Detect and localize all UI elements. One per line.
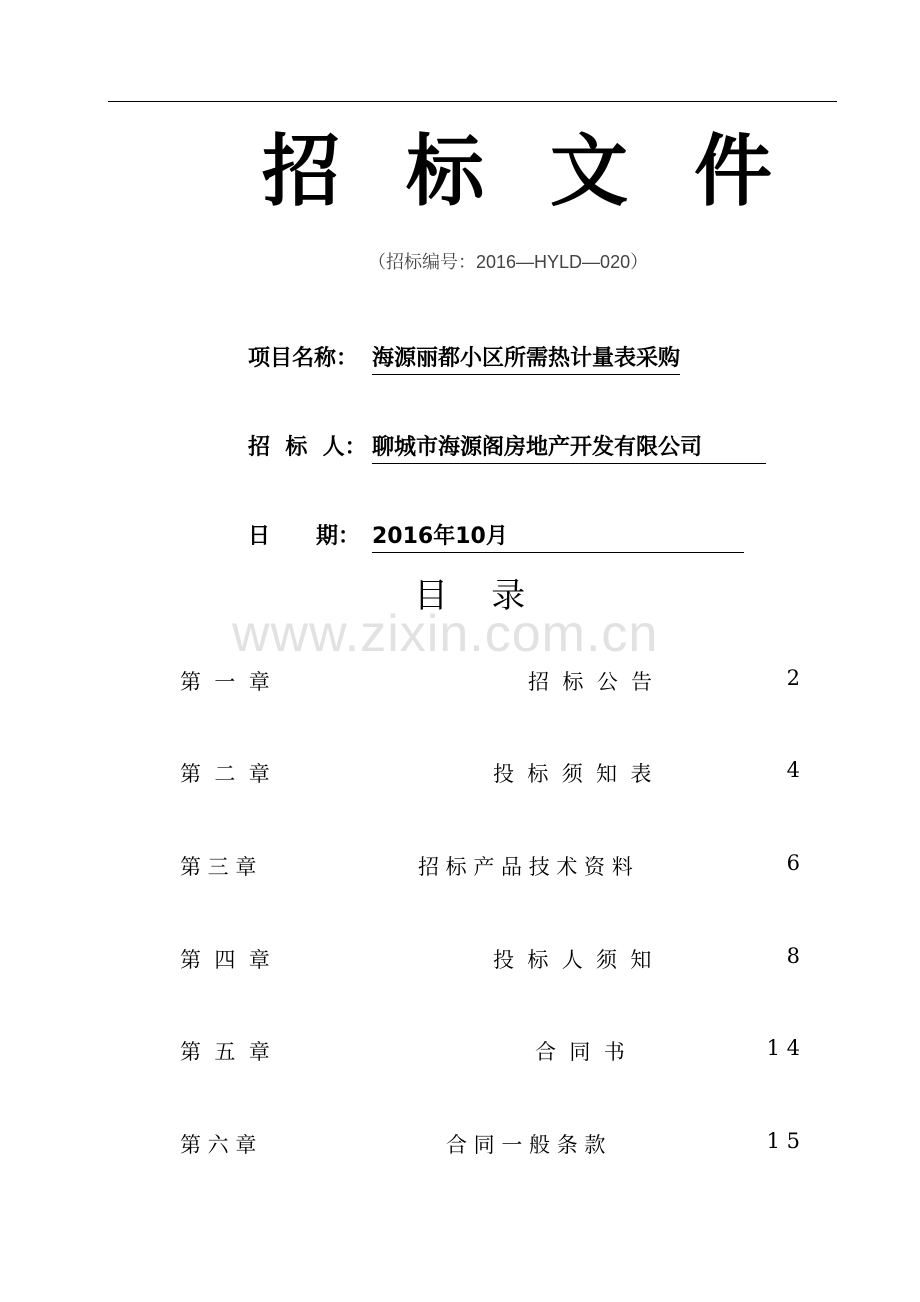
toc-page: 4 — [786, 758, 800, 782]
toc-chapter: 第 四 章 — [180, 948, 270, 972]
toc-row[interactable] — [180, 1129, 800, 1159]
toc-page: 1 5 — [766, 1129, 800, 1153]
tenderer-value: 聊城市海源阁房地产开发有限公司 — [372, 430, 766, 464]
toc-row[interactable] — [180, 666, 800, 696]
toc-row[interactable] — [180, 758, 800, 788]
toc-name: 招 标 产 品 技 术 资 料 — [418, 855, 633, 879]
project-value: 海源丽都小区所需热计量表采购 — [372, 341, 680, 375]
toc-row[interactable] — [180, 944, 800, 974]
toc-row[interactable] — [180, 851, 800, 881]
tenderer-label: 招 标 人： — [248, 435, 367, 460]
toc-name: 合 同 书 — [535, 1040, 625, 1064]
toc-page: 8 — [786, 944, 800, 968]
toc-chapter: 第 三 章 — [180, 855, 257, 879]
toc-name: 招 标 公 告 — [528, 670, 653, 694]
bid-number: （招标编号：2016—HYLD—020） — [368, 252, 649, 272]
toc-name: 投 标 须 知 表 — [493, 762, 652, 786]
date-value: 2016年10月 — [372, 519, 744, 553]
toc-chapter: 第 六 章 — [180, 1133, 257, 1157]
title-char-4: 件 — [694, 127, 773, 217]
toc-name: 投 标 人 须 知 — [493, 948, 652, 972]
title-char-3: 文 — [550, 127, 629, 217]
title-char-2: 标 — [406, 127, 485, 217]
toc-chapter: 第 一 章 — [180, 670, 270, 694]
toc-name: 合 同 一 般 条 款 — [446, 1133, 606, 1157]
toc-chapter: 第 五 章 — [180, 1040, 270, 1064]
toc-page: 6 — [786, 851, 800, 875]
document-title — [262, 124, 772, 220]
toc-chapter: 第 二 章 — [180, 762, 270, 786]
date-label: 日 期： — [248, 524, 360, 549]
project-label: 项目名称： — [248, 346, 359, 371]
top-rule — [108, 101, 837, 102]
toc-row[interactable] — [180, 1036, 800, 1066]
toc-page: 2 — [786, 666, 800, 690]
watermark: www.zixin.com.cn — [232, 605, 659, 663]
toc-page: 1 4 — [766, 1036, 800, 1060]
title-char-1: 招 — [262, 127, 341, 217]
toc-title: 目 录 — [414, 576, 526, 616]
